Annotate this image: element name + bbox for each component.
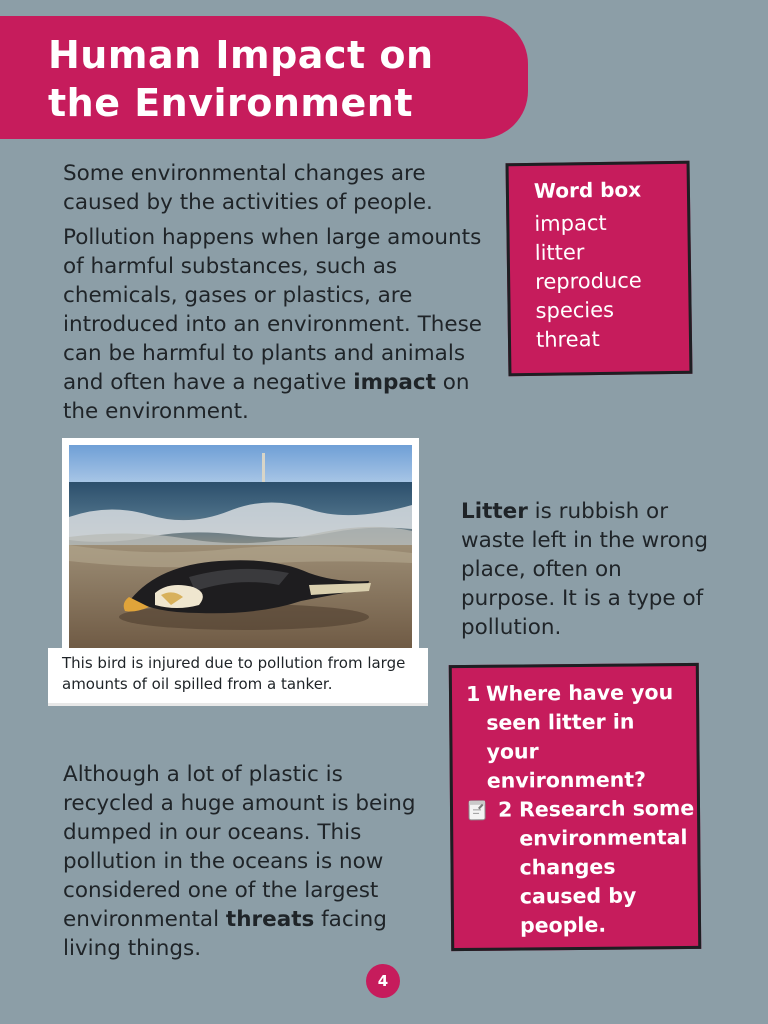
photo-frame [62, 438, 419, 668]
intro-text [63, 159, 483, 426]
plastic-text-end: facing living things. [63, 907, 387, 961]
word-item: reproduce [535, 268, 642, 294]
plastic-paragraph [63, 760, 433, 963]
litter-definition-text: is rubbish or waste left in the wrong place, often on purpose. It is a type of pollution. [461, 499, 709, 640]
word-item: litter [534, 240, 585, 265]
oiled-bird-photo [69, 445, 412, 650]
intro-p2-end: on the environment. [63, 370, 470, 424]
question-text: Research some environmental changes caused by people. [518, 795, 695, 938]
page-number: 4 [366, 964, 400, 998]
litter-term: Litter [461, 499, 528, 524]
intro-paragraph-1: Some environmental changes are caused by the activities of people. [63, 161, 433, 215]
question-number: 2 [497, 797, 513, 822]
questions-box [449, 663, 701, 951]
question-number: 1 [465, 681, 481, 706]
question-text: Where have you seen litter in your environment? [485, 680, 674, 793]
word-box [506, 161, 693, 377]
plastic-keyword: threats [225, 907, 315, 932]
page-title: Human Impact on the Environment [48, 33, 434, 125]
word-item: species [535, 297, 615, 323]
plastic-text-start: Although a lot of plastic is recycled a huge amount is being dumped in our oceans. This pollution in the oceans is now considered one of the largest environmental [63, 762, 416, 932]
photo-caption: This bird is injured due to pollution from large amounts of oil spilled from a tanker. [48, 648, 428, 706]
notepad-icon [467, 799, 487, 821]
word-item: impact [534, 210, 607, 236]
word-box-heading: Word box [533, 177, 642, 203]
intro-p2-keyword: impact [353, 370, 436, 395]
intro-p2-start: Pollution happens when large amounts of harmful substances, such as chemicals, gases or plastics, are introduced into an environment. These can be harmful to plants and animals and often have a negative [63, 225, 483, 395]
question-1 [465, 678, 696, 793]
word-item: threat [535, 326, 600, 352]
intro-paragraph-2 [63, 223, 483, 426]
litter-definition [461, 497, 711, 642]
word-list [534, 208, 643, 354]
